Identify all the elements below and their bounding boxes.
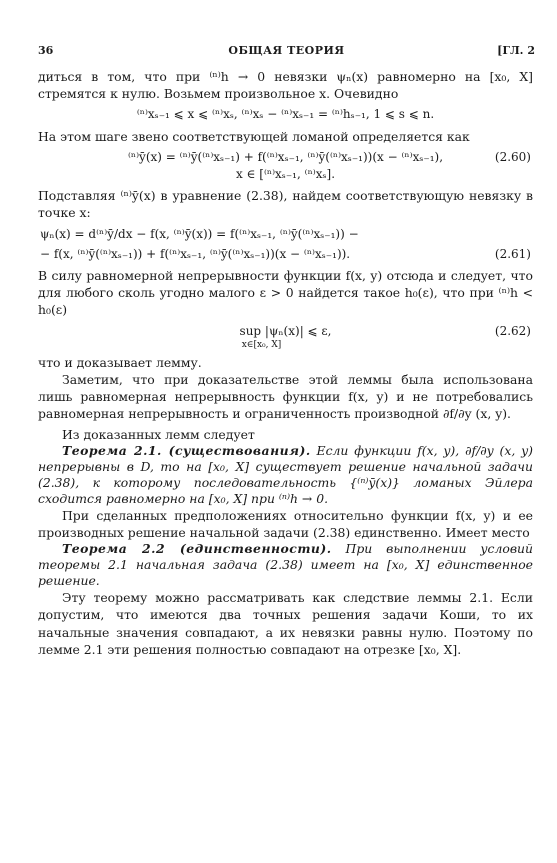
paragraph-5: что и доказывает лемму. xyxy=(38,354,202,370)
paragraph-6: Заметим, что при доказательстве этой леммы была использована лишь равномерная непрерывность функции f(x, y) и не потребовались равномерная непрерывность и ограниченность производной ∂f/∂y (x, y). xyxy=(38,372,533,422)
equation-2-60-line2: x ∈ [⁽ⁿ⁾xₛ₋₁, ⁽ⁿ⁾xₛ]. xyxy=(235,167,336,182)
running-header xyxy=(38,44,535,60)
chapter-label: [ГЛ. 2 xyxy=(497,44,535,57)
paragraph-7: Из доказанных лемм следует xyxy=(62,426,255,442)
equation-number-2-60: (2.60) xyxy=(494,149,531,164)
equation-2-62-subscript: x∈[x₀, X] xyxy=(241,339,282,350)
paragraph-3: Подставляя ⁽ⁿ⁾ȳ(x) в уравнение (2.38), найдем соответствующую невязку в точке x: xyxy=(38,188,533,221)
paragraph-4: В силу равномерной непрерывности функции f(x, y) отсюда и следует, что для любого сколь угодно малого ε > 0 найдется такое h₀(ε), что при ⁽ⁿ⁾h < h₀(ε) xyxy=(38,268,533,318)
page-body xyxy=(38,68,533,658)
theorem-2-2-text: При выполнении условий теоремы 2.1 начальная задача (2.38) имеет на [x₀, X] единственное решение. xyxy=(38,541,533,589)
equation-2-62-main: sup |ψₙ(x)| ⩽ ε, xyxy=(239,323,332,338)
paragraph-1: диться в том, что при ⁽ⁿ⁾h → 0 невязки ψₙ(x) равномерно на [x₀, X] стремятся к нулю. Возьмем произвольное x. Очевидно xyxy=(38,69,533,102)
theorem-2-1 xyxy=(38,443,533,507)
equation-2-62 xyxy=(38,323,533,350)
equation-2-61 xyxy=(38,226,533,263)
equation-2-61-line1: ψₙ(x) = d⁽ⁿ⁾ȳ/dx − f(x, ⁽ⁿ⁾ȳ(x)) = f(⁽ⁿ⁾xₛ₋₁, ⁽ⁿ⁾ȳ(⁽ⁿ⁾xₛ₋₁)) − xyxy=(40,226,359,241)
theorem-2-2 xyxy=(38,541,533,589)
paragraph-8: При сделанных предположениях относительно функции f(x, y) и ее производных решение начальной задачи (2.38) единственно. Имеет место xyxy=(38,507,533,541)
equation-2-61-line2: − f(x, ⁽ⁿ⁾ȳ(⁽ⁿ⁾xₛ₋₁)) + f(⁽ⁿ⁾xₛ₋₁, ⁽ⁿ⁾ȳ(⁽ⁿ⁾xₛ₋₁))(x − ⁽ⁿ⁾xₛ₋₁)). xyxy=(40,246,351,261)
theorem-2-2-title: Теорема 2.2 (единственности). xyxy=(62,541,332,557)
equation-number-2-61: (2.61) xyxy=(494,246,531,261)
paragraph-2: На этом шаге звено соответствующей ломаной определяется как xyxy=(38,128,470,144)
theorem-2-1-title: Теорема 2.1. (существования). xyxy=(62,442,311,458)
equation-number-2-62: (2.62) xyxy=(494,323,531,338)
running-title: ОБЩАЯ ТЕОРИЯ xyxy=(228,44,345,57)
equation-interval-text: ⁽ⁿ⁾xₛ₋₁ ⩽ x ⩽ ⁽ⁿ⁾xₛ, ⁽ⁿ⁾xₛ − ⁽ⁿ⁾xₛ₋₁ = ⁽ⁿ⁾hₛ₋₁, 1 ⩽ s ⩽ n. xyxy=(136,107,435,122)
equation-interval xyxy=(38,106,533,123)
paragraph-9: Эту теорему можно рассматривать как следствие леммы 2.1. Если допустим, что имеются два точных решения задачи Коши, то их начальные значения совпадают, а их невязки равны нулю. Поэтому по лемме 2.1 эти решения полностью совпадают на отрезке [x₀, X]. xyxy=(38,590,533,657)
page-number: 36 xyxy=(38,44,54,57)
equation-2-60-line1: ⁽ⁿ⁾ȳ(x) = ⁽ⁿ⁾ȳ(⁽ⁿ⁾xₛ₋₁) + f(⁽ⁿ⁾xₛ₋₁, ⁽ⁿ⁾ȳ(⁽ⁿ⁾xₛ₋₁))(x − ⁽ⁿ⁾xₛ₋₁), xyxy=(127,149,444,164)
equation-2-60 xyxy=(38,149,533,183)
theorem-2-1-text: Если функции f(x, y), ∂f/∂y (x, y) непрерывны в D, то на [x₀, X] существует решение начальной задачи (2.38), к которому последовательность {⁽ⁿ⁾ȳ(x)} ломаных Эйлера сходится равномерно на [x₀, X] при ⁽ⁿ⁾h → 0. xyxy=(38,442,533,506)
